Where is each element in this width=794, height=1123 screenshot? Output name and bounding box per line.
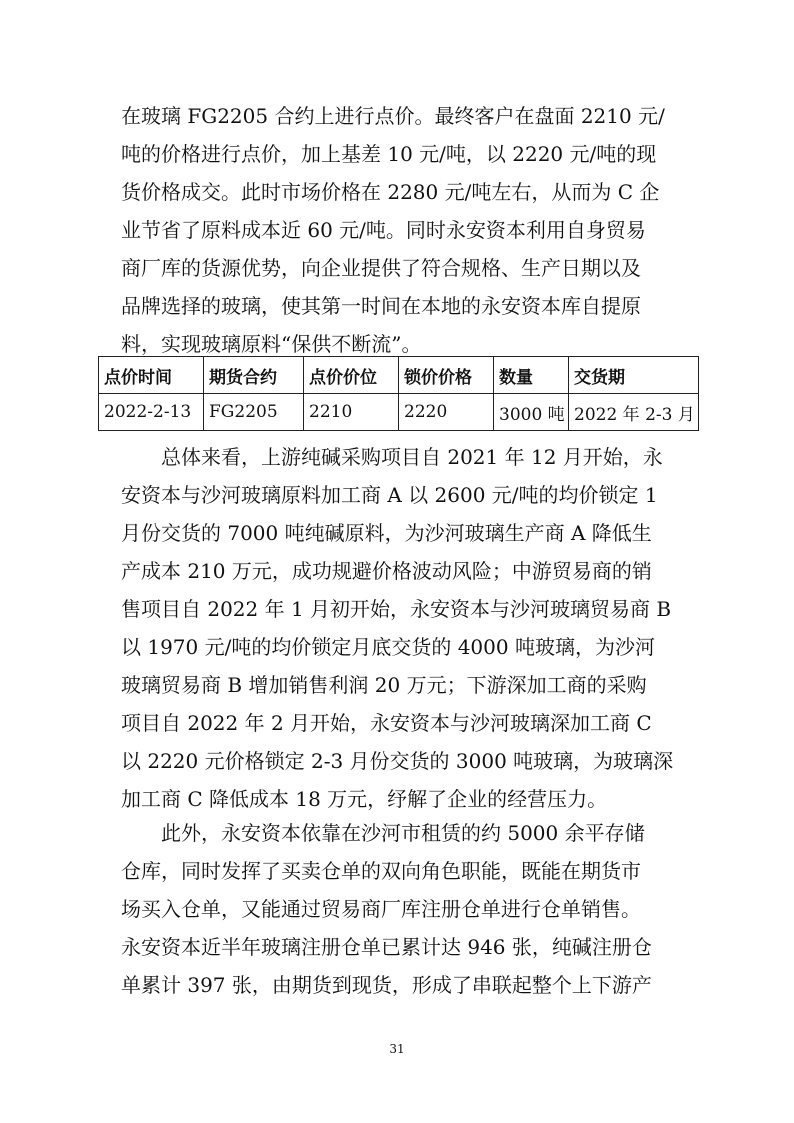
paragraph-line: 以 1970 元/吨的均价锁定月底交货的 4000 吨玻璃，为沙河 (121, 635, 655, 659)
pricing-table (98, 356, 699, 431)
paragraph-line: 月份交货的 7000 吨纯碱原料，为沙河玻璃生产商 A 降低生 (121, 521, 652, 545)
paragraph-line: 安资本与沙河玻璃原料加工商 A 以 2600 元/吨的均价锁定 1 (121, 483, 658, 507)
paragraph-line: 仓库，同时发挥了买卖仓单的双向角色职能，既能在期货市 (121, 859, 641, 883)
table-row (99, 394, 699, 431)
paragraph-line: 永安资本近半年玻璃注册仓单已累计达 946 张，纯碱注册仓 (121, 935, 652, 959)
paragraph-line: 加工商 C 降低成本 18 万元，纾解了企业的经营压力。 (121, 787, 608, 811)
table-header-cell: 交货期 (569, 357, 699, 394)
table-cell: 2210 (304, 394, 399, 431)
table-header-cell: 数量 (494, 357, 569, 394)
table-header-row (99, 357, 699, 394)
table-cell: 2220 (399, 394, 494, 431)
paragraph-line: 单累计 397 张，由期货到现货，形成了串联起整个上下游产 (121, 973, 652, 997)
paragraph-line: 总体来看，上游纯碱采购项目自 2021 年 12 月开始，永 (121, 445, 663, 469)
table-header-cell: 锁价价格 (399, 357, 494, 394)
table-cell: 2022-2-13 (99, 394, 204, 431)
paragraph-line: 售项目自 2022 年 1 月初开始，永安资本与沙河玻璃贸易商 B (121, 597, 672, 621)
paragraph-line: 项目自 2022 年 2 月开始，永安资本与沙河玻璃深加工商 C (121, 711, 652, 735)
paragraph-line: 品牌选择的玻璃，使其第一时间在本地的永安资本库自提原 (121, 294, 641, 318)
table-header-cell: 期货合约 (204, 357, 304, 394)
table-header-cell: 点价时间 (99, 357, 204, 394)
paragraph-line: 在玻璃 FG2205 合约上进行点价。最终客户在盘面 2210 元/ (121, 104, 665, 128)
paragraph-line: 货价格成交。此时市场价格在 2280 元/吨左右，从而为 C 企 (121, 180, 660, 204)
paragraph-line: 玻璃贸易商 B 增加销售利润 20 万元；下游深加工商的采购 (121, 673, 647, 697)
page-number: 31 (389, 1042, 405, 1056)
paragraph-line: 料，实现玻璃原料“保供不断流”。 (121, 332, 422, 356)
paragraph-line: 此外，永安资本依靠在沙河市租赁的约 5000 余平存储 (121, 821, 645, 845)
paragraph-line: 业节省了原料成本近 60 元/吨。同时永安资本利用自身贸易 (121, 218, 646, 242)
paragraph-line: 商厂库的货源优势，向企业提供了符合规格、生产日期以及 (121, 256, 641, 280)
table-cell: 3000 吨 (494, 394, 569, 431)
paragraph-line: 产成本 210 万元，成功规避价格波动风险；中游贸易商的销 (121, 559, 652, 583)
table-header-cell: 点价价位 (304, 357, 399, 394)
paragraph-line: 以 2220 元价格锁定 2-3 月份交货的 3000 吨玻璃，为玻璃深 (121, 749, 674, 773)
paragraph-line: 场买入仓单，又能通过贸易商厂库注册仓单进行仓单销售。 (121, 897, 641, 921)
table-cell: FG2205 (204, 394, 304, 431)
table-cell: 2022 年 2-3 月 (569, 394, 699, 431)
paragraph-line: 吨的价格进行点价，加上基差 10 元/吨，以 2220 元/吨的现 (121, 142, 657, 166)
